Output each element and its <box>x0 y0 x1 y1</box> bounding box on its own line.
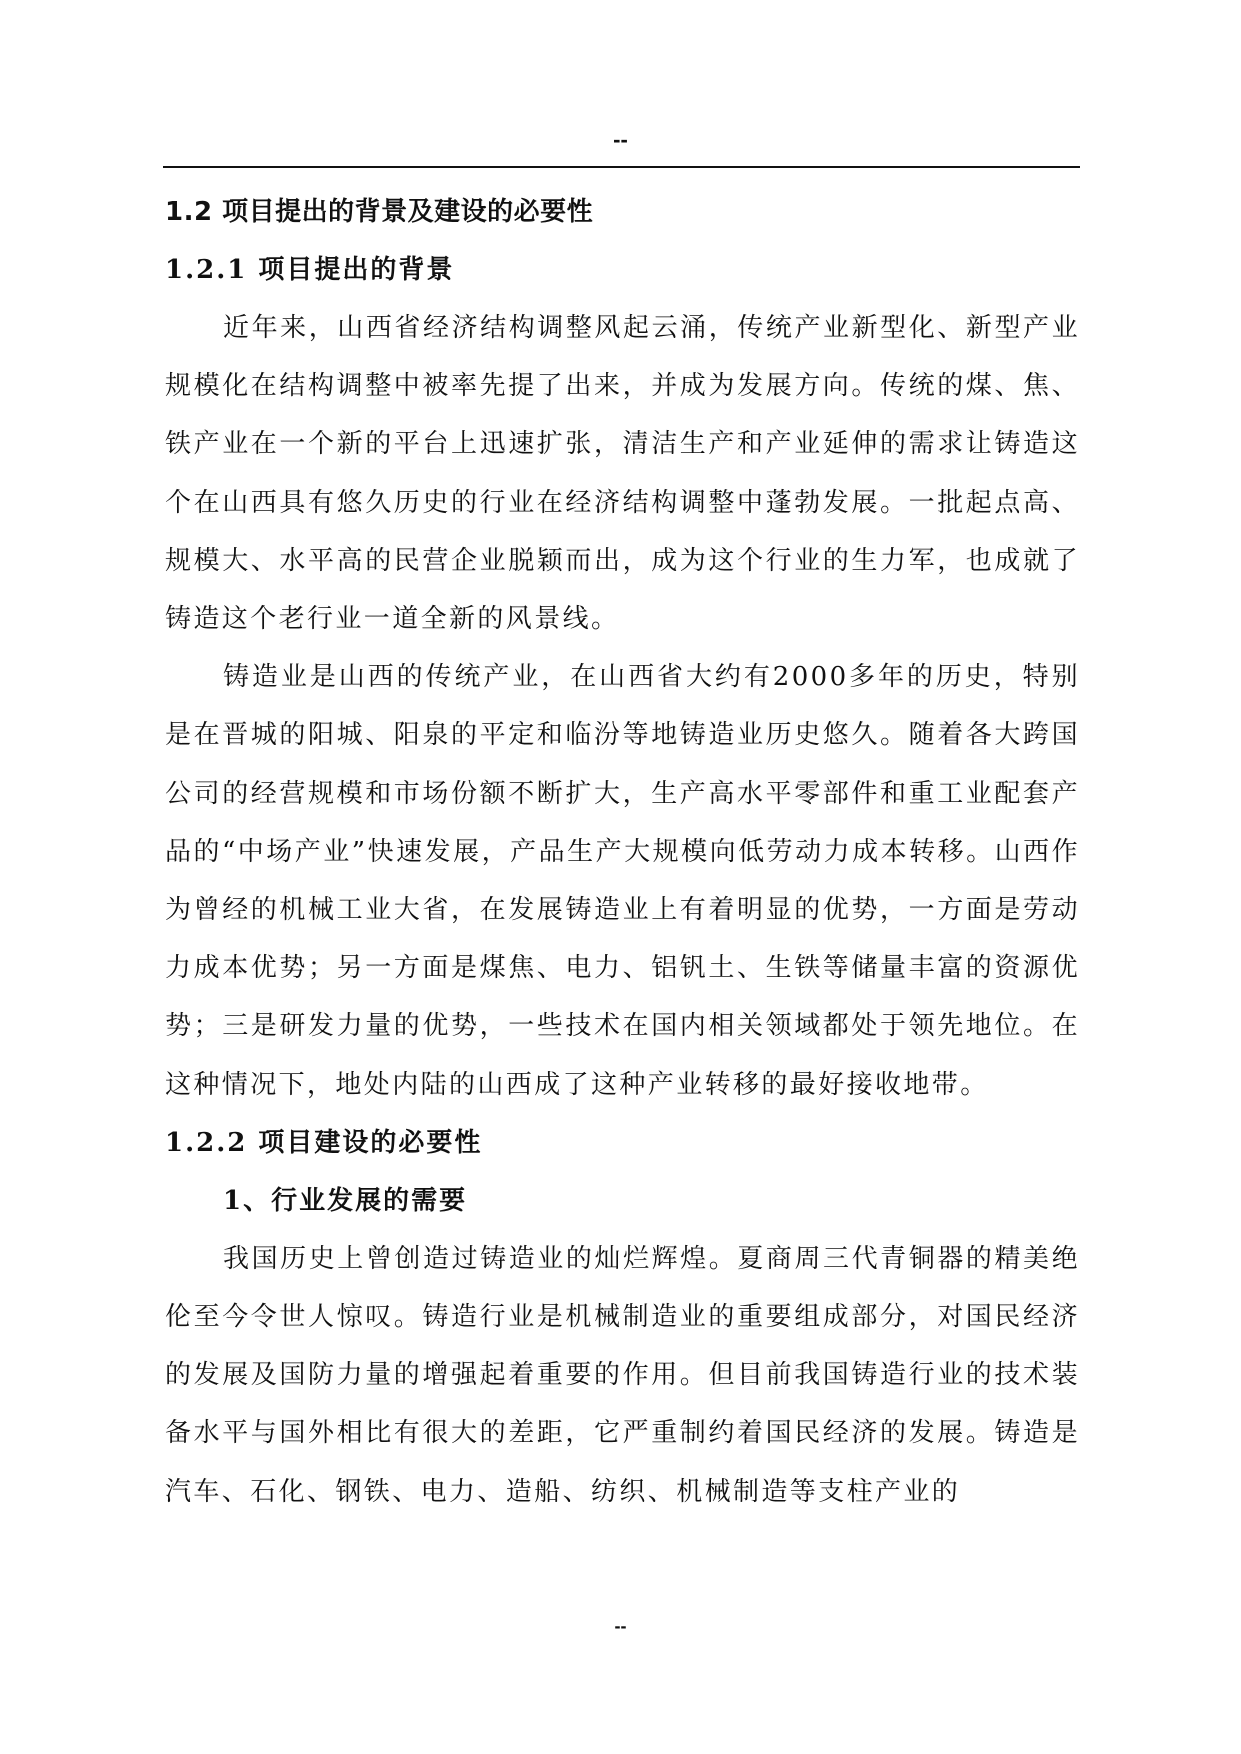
document-body <box>165 183 1080 1521</box>
page-footer-mark: -- <box>614 1616 627 1636</box>
subsection-title-background: 1.2.1 项目提出的背景 <box>165 255 455 285</box>
section-title: 1.2 项目提出的背景及建设的必要性 <box>165 197 594 227</box>
subsection-title-necessity: 1.2.2 项目建设的必要性 <box>165 1127 483 1158</box>
paragraph-industry-development: 我国历史上曾创造过铸造业的灿烂辉煌。夏商周三代青铜器的精美绝伦至今令世人惊叹。铸造行业是机械制造业的重要组成部分，对国民经济的发展及国防力量的增强起着重要的作用。但目前我国铸造行业的技术装备水平与国外相比有很大的差距，它严重制约着国民经济的发展。铸造是汽车、石化、钢铁、电力、造船、纺织、机械制造等支柱产业的 <box>165 1243 1080 1507</box>
page-header-mark: -- <box>613 127 628 152</box>
item-title-industry-development: 1、行业发展的需要 <box>223 1185 468 1216</box>
paragraph-background-2: 铸造业是山西的传统产业，在山西省大约有2000多年的历史，特别是在晋城的阳城、阳泉的平定和临汾等地铸造业历史悠久。随着各大跨国公司的经营规模和市场份额不断扩大，生产高水平零部件和重工业配套产品的“中场产业”快速发展，产品生产大规模向低劳动力成本转移。山西作为曾经的机械工业大省，在发展铸造业上有着明显的优势，一方面是劳动力成本优势；另一方面是煤焦、电力、铝钒土、生铁等储量丰富的资源优势；三是研发力量的优势，一些技术在国内相关领域都处于领先地位。在这种情况下，地处内陆的山西成了这种产业转移的最好接收地带。 <box>165 662 1080 1100</box>
header-rule <box>163 166 1080 168</box>
paragraph-background-1: 近年来，山西省经济结构调整风起云涌，传统产业新型化、新型产业规模化在结构调整中被率先提了出来，并成为发展方向。传统的煤、焦、铁产业在一个新的平台上迅速扩张，清洁生产和产业延伸的需求让铸造这个在山西具有悠久历史的行业在经济结构调整中蓬勃发展。一批起点高、规模大、水平高的民营企业脱颖而出，成为这个行业的生力军，也成就了铸造这个老行业一道全新的风景线。 <box>165 313 1080 635</box>
